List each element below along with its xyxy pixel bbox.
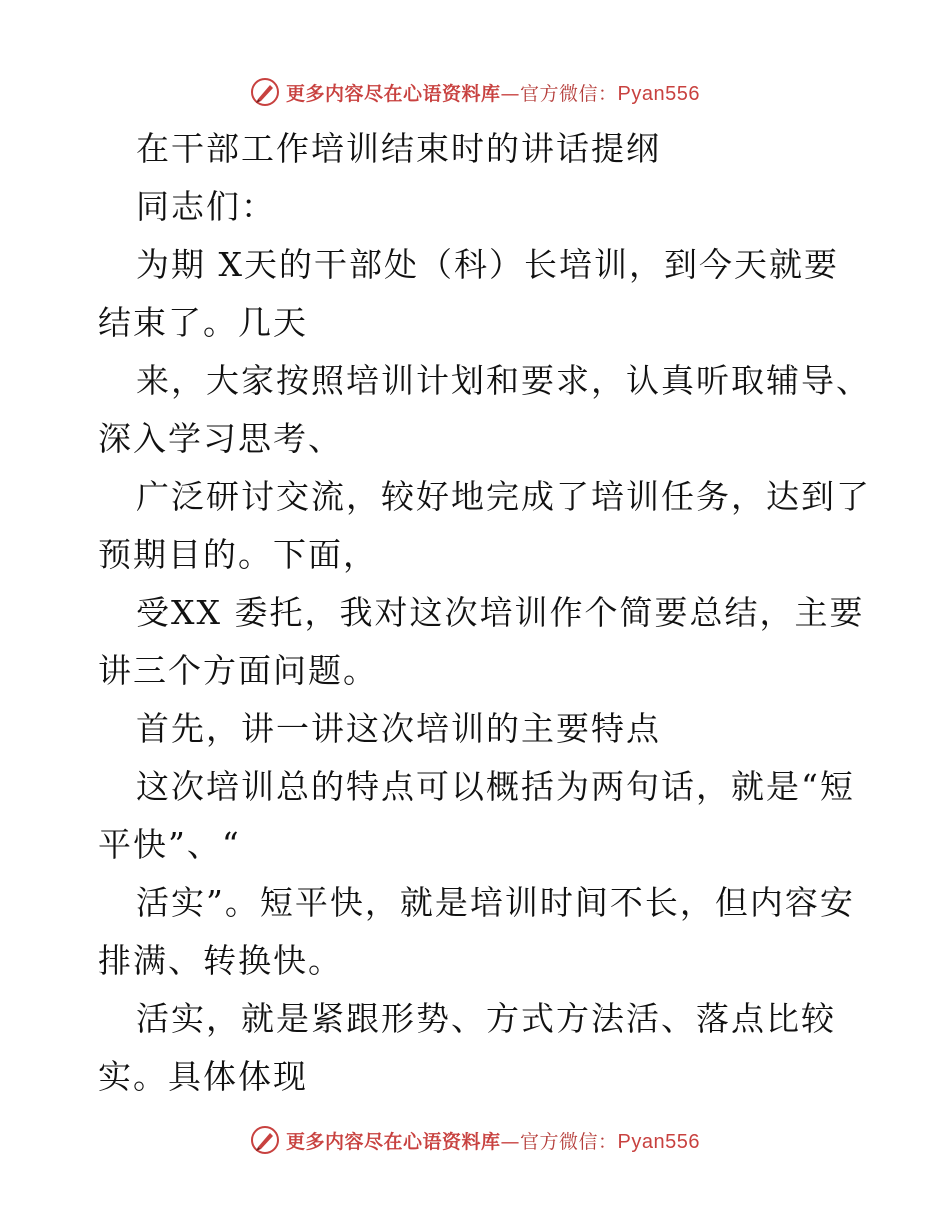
- text-line: 平快”、“: [98, 825, 241, 864]
- header-banner: [0, 72, 950, 112]
- text-line: 实。具体体现: [98, 1057, 308, 1096]
- footer-banner-text: [286, 1127, 700, 1154]
- header-banner-text: [286, 79, 700, 106]
- text-line: 广泛研讨交流，较好地完成了培训任务，达到了: [136, 477, 871, 516]
- text-line: 活实”。短平快，就是培训时间不长，但内容安: [136, 883, 855, 922]
- header-banner-sub: 官方微信：: [520, 82, 618, 105]
- text-line: 同志们：: [136, 187, 276, 226]
- text-line: 排满、转换快。: [98, 941, 343, 980]
- text-line: 结束了。几天: [98, 303, 308, 342]
- header-banner-id: Pyan556: [617, 82, 700, 105]
- document-body: [98, 120, 871, 1106]
- text-line: 来，大家按照培训计划和要求，认真听取辅导、: [136, 361, 871, 400]
- text-line: 在干部工作培训结束时的讲话提纲: [136, 129, 661, 168]
- footer-banner-sub: 官方微信：: [520, 1130, 618, 1153]
- header-banner-main: 更多内容尽在心语资料库: [286, 82, 501, 105]
- text-line: 受XX 委托，我对这次培训作个简要总结，主要: [136, 593, 865, 632]
- text-line: 预期目的。下面，: [98, 535, 378, 574]
- text-line: 首先，讲一讲这次培训的主要特点: [136, 709, 661, 748]
- pen-logo-icon: [250, 77, 280, 107]
- footer-banner-id: Pyan556: [617, 1130, 700, 1153]
- footer-banner-main: 更多内容尽在心语资料库: [286, 1130, 501, 1153]
- text-line: 这次培训总的特点可以概括为两句话，就是“短: [136, 767, 855, 806]
- footer-banner: [0, 1120, 950, 1160]
- pen-logo-icon: [250, 1125, 280, 1155]
- text-line: 讲三个方面问题。: [98, 651, 378, 690]
- footer-banner-dash: —: [500, 1130, 521, 1153]
- text-line: 为期 X天的干部处（科）长培训，到今天就要: [136, 245, 839, 284]
- text-line: 深入学习思考、: [98, 419, 343, 458]
- header-banner-dash: —: [500, 82, 521, 105]
- text-line: 活实，就是紧跟形势、方式方法活、落点比较: [136, 999, 836, 1038]
